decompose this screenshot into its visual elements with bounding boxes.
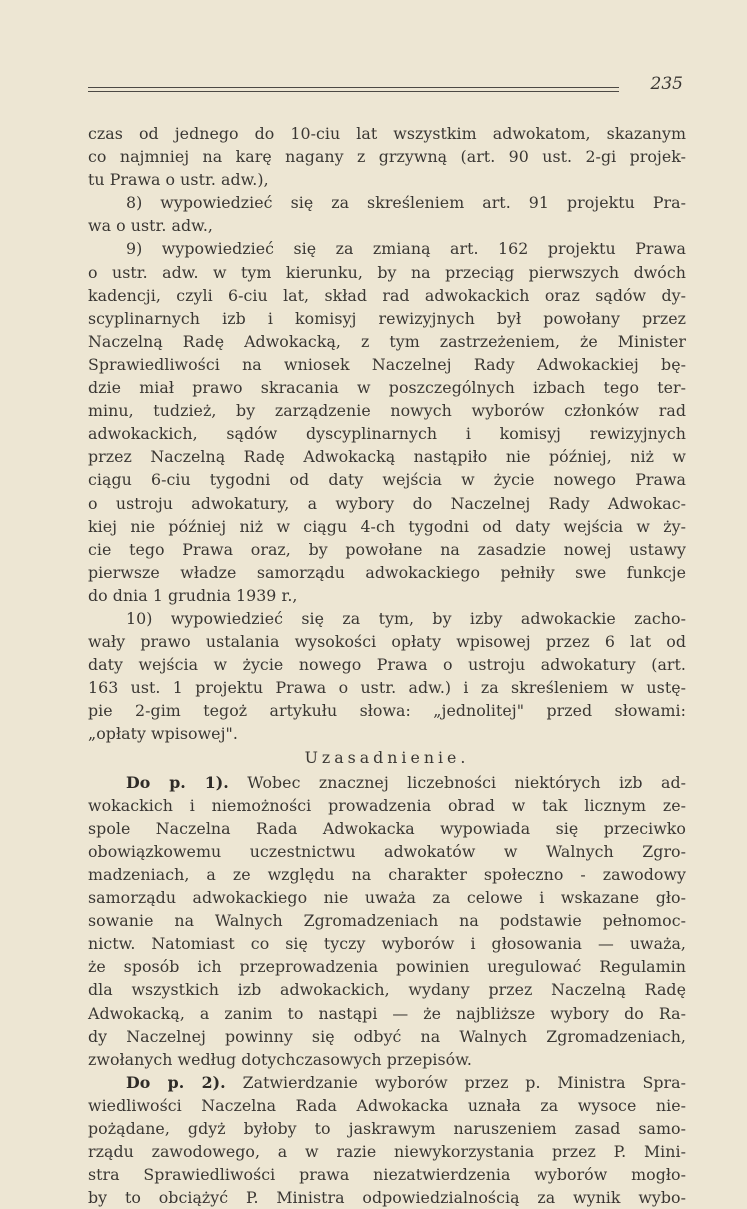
text-line: stra Sprawiedliwości prawa niezatwierdzenia wyborów mogło- [88,1165,686,1185]
page-header [88,74,683,102]
text-line: że sposób ich przeprowadzenia powinien uregulować Regulamin [88,957,686,977]
text-line: by to obciążyć P. Ministra odpowiedzialnością za wynik wybo- [88,1188,686,1208]
paragraph-label: Do p. 1). [126,772,229,792]
text-line: wiedliwości Naczelna Rada Adwokacka uznała za wysoce nie- [88,1095,686,1115]
header-double-rule [88,87,619,93]
text-line: ciągu 6-ciu tygodni od daty wejścia w życie nowego Prawa [88,470,686,490]
text-line: rządu zawodowego, a w razie niewykorzystania przez P. Mini- [88,1142,686,1162]
paragraph-first-line [88,1071,686,1094]
text-line: dy Naczelnej powinny się odbyć na Walnych Zgromadzeniach, [88,1026,686,1046]
text-line: dla wszystkich izb adwokackich, wydany przez Naczelną Radę [88,980,686,1000]
paragraph-label: Do p. 2). [126,1072,226,1092]
text-line: o ustr. adw. w tym kierunku, by na przeciąg pierwszych dwóch [88,262,686,282]
text-line: madzeniach, a ze względu na charakter społeczno - zawodowy [88,865,686,884]
header-rule-top [88,87,619,88]
text-line: Sprawiedliwości na wniosek Naczelnej Rady Adwokackiej bę- [88,354,686,374]
text-line: dzie miał prawo skracania w poszczególnych izbach tego ter- [88,378,686,398]
header-rule-bottom [88,91,619,92]
text-line: kiej nie później niż w ciągu 4-ch tygodni od daty wejścia w ży- [88,516,686,536]
text-line: spole Naczelna Rada Adwokacka wypowiada się przeciwko [88,818,686,838]
text-line: Adwokacką, a zanim to nastąpi — że najbliższe wybory do Ra- [88,1003,686,1023]
text-line: kadencji, czyli 6-ciu lat, skład rad adwokackich oraz sądów dy- [88,285,686,305]
text-line: wały prawo ustalania wysokości opłaty wpisowej przez 6 lat od [88,632,686,652]
text-line: 10) wypowiedzieć się za tym, by izby adwokackie zacho- [126,608,686,628]
text-line: tu Prawa o ustr. adw.), [88,170,269,190]
text-line: daty wejścia w życie nowego Prawa o ustroju adwokatury (art. [88,655,686,675]
text-line: o ustroju adwokatury, a wybory do Naczelnej Rady Adwokac- [88,493,686,513]
text-line: adwokackich, sądów dyscyplinarnych i komisyj rewizyjnych [88,424,686,444]
text-line: 163 ust. 1 projektu Prawa o ustr. adw.) i za skreśleniem w ustę- [88,678,686,698]
text-line: wa o ustr. adw., [88,216,213,236]
paragraph-text: Zatwierdzanie wyborów przez p. Ministra Spra- [242,1072,686,1092]
text-line: sowanie na Walnych Zgromadzeniach na podstawie pełnomoc- [88,911,686,931]
text-line: zwołanych według dotychczasowych przepisów. [88,1049,472,1069]
text-line: czas od jednego do 10-ciu lat wszystkim adwokatom, skazanym [88,124,686,143]
text-line: samorządu adwokackiego nie uważa za celowe i wskazane gło- [88,888,686,908]
text-line: Naczelną Radę Adwokacką, z tym zastrzeżeniem, że Minister [88,331,686,351]
body-text [88,122,686,1209]
text-line: co najmniej na karę nagany z grzywną (art. 90 ust. 2-gi projek- [88,147,686,167]
text-line: „opłaty wpisowej". [88,724,238,744]
text-line: scyplinarnych izb i komisyj rewizyjnych był powołany przez [88,308,686,328]
page-number: 235 [650,74,683,94]
section-heading: Uzasadnienie. [304,747,470,767]
text-line: nictw. Natomiast co się tyczy wyborów i głosowania — uważa, [88,934,686,954]
text-line: 9) wypowiedzieć się za zmianą art. 162 projektu Prawa [126,239,686,259]
text-line: cie tego Prawa oraz, by powołane na zasadzie nowej ustawy [88,539,686,559]
text-line: pierwsze władze samorządu adwokackiego pełniły swe funkcje [88,562,686,582]
paragraph-text: Wobec znacznej liczebności niektórych izb ad- [247,772,686,792]
text-line: wokackich i niemożności prowadzenia obrad w tak licznym ze- [88,795,686,815]
text-line: obowiązkowemu uczestnictwu adwokatów w Walnych Zgro- [88,841,686,861]
text-line: 8) wypowiedzieć się za skreśleniem art. 91 projektu Pra- [126,193,686,213]
text-line: pie 2-gim tegoż artykułu słowa: „jednolitej" przed słowami: [88,701,686,721]
text-line: przez Naczelną Radę Adwokacką nastąpiło nie później, niż w [88,447,686,467]
paragraph-first-line [88,771,686,794]
text-line: minu, tudzież, by zarządzenie nowych wyborów członków rad [88,401,686,421]
text-line: do dnia 1 grudnia 1939 r., [88,585,298,605]
text-line: pożądane, gdyż byłoby to jaskrawym naruszeniem zasad samo- [88,1119,686,1139]
